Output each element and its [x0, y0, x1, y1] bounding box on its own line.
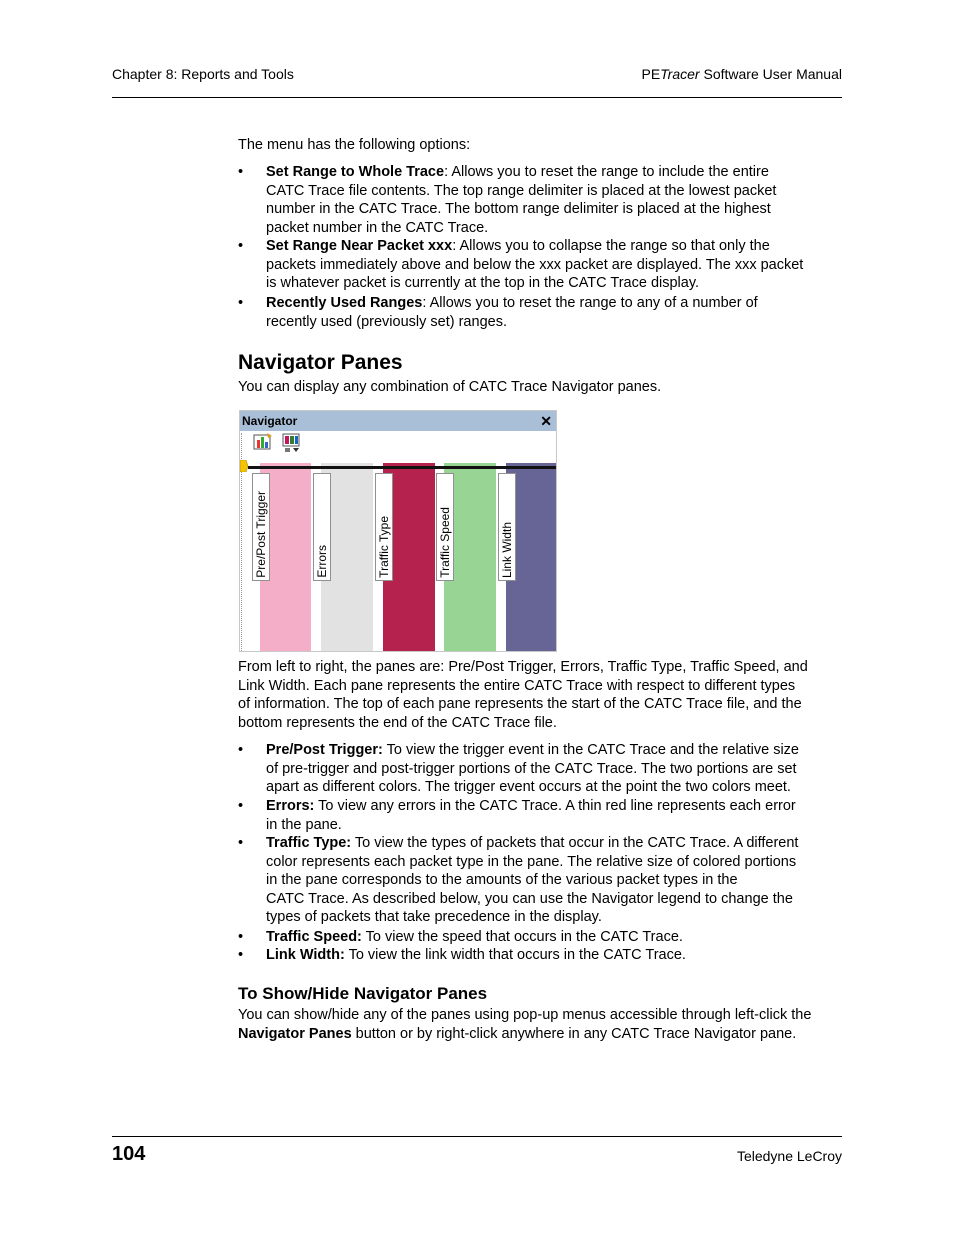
- bullet-line: Allows you to reset the range to include the entire: [451, 164, 769, 180]
- bullet-term: Set Range Near Packet xxx: [266, 238, 453, 254]
- bullet-pre-post-trigger: [238, 741, 842, 797]
- desc-line: Link Width. Each pane represents the entire CATC Trace with respect to different types: [238, 677, 796, 694]
- bullet-line: To view the trigger event in the CATC Trace and the relative size: [382, 742, 799, 758]
- bullet-line: To view any errors in the CATC Trace. A thin red line represents each error: [314, 798, 796, 814]
- header-rule: [112, 97, 842, 98]
- bullet-term: Link Width:: [266, 947, 345, 963]
- bullet-term: Errors:: [266, 798, 315, 814]
- desc-line: From left to right, the panes are: Pre/Post Trigger, Errors, Traffic Type, Traffic Speed, and: [238, 659, 808, 675]
- intro-text: The menu has the following options:: [238, 137, 471, 153]
- bullet-line: is whatever packet is currently at the top in the CATC Trace display.: [266, 275, 700, 292]
- bullet-link-width: [238, 946, 842, 965]
- bullet-line: of pre-trigger and post-trigger portions of the CATC Trace. The two portions are set: [266, 760, 797, 777]
- desc-line: of information. The top of each pane represents the start of the CATC Trace file, and the: [238, 696, 802, 713]
- bullet-line: packet number in the CATC Trace.: [266, 219, 489, 236]
- bullet-line: Allows you to reset the range to any of a number of: [429, 295, 758, 311]
- bullet-line: apart as different colors. The trigger event occurs at the point the two colors meet.: [266, 779, 791, 796]
- desc-line: bottom represents the end of the CATC Trace file.: [238, 714, 557, 731]
- bullet-term: Traffic Type:: [266, 835, 352, 851]
- pane-label-traffic-type: Traffic Type: [375, 473, 393, 581]
- bullet-term: Pre/Post Trigger:: [266, 742, 383, 758]
- bullet-term: Recently Used Ranges: [266, 295, 423, 311]
- navigator-title: Navigator: [242, 414, 298, 428]
- bullet-line: To view the link width that occurs in the CATC Trace.: [344, 947, 686, 963]
- bullet-line: in the pane.: [266, 816, 342, 833]
- footer-rule: [112, 1136, 842, 1137]
- manual-italic: Tracer: [660, 66, 700, 82]
- pane-label-link-width: Link Width: [498, 473, 516, 581]
- section-title: Navigator Panes: [238, 351, 403, 374]
- pane-label-pre-post-trigger: Pre/Post Trigger: [252, 473, 270, 581]
- bullet-line: in the pane corresponds to the amounts of the various packet types in the: [266, 872, 738, 889]
- bullet-sep: :: [422, 295, 430, 311]
- bullet-sep: :: [452, 238, 460, 254]
- bullet-line: CATC Trace. As described below, you can use the Navigator legend to change the: [266, 890, 793, 907]
- page-number: 104: [112, 1143, 146, 1165]
- navigator-panes-term: Navigator Panes: [238, 1025, 352, 1042]
- bullet-dot: •: [238, 238, 244, 254]
- manual-suffix: Software User Manual: [699, 66, 842, 82]
- bullet-dot: •: [238, 835, 244, 851]
- bullet-dot: •: [238, 295, 244, 311]
- bullet-line: types of packets that take precedence in the display.: [266, 909, 602, 926]
- range-top-line-overlay: [248, 466, 557, 469]
- section-lead: You can display any combination of CATC Trace Navigator panes.: [238, 379, 662, 395]
- panes-description: [238, 658, 842, 732]
- bullet-line: To view the types of packets that occur in the CATC Trace. A different: [351, 835, 799, 851]
- bullet-term: Traffic Speed:: [266, 929, 362, 945]
- footer-company: Teledyne LeCroy: [736, 1148, 842, 1164]
- subsection-title: To Show/Hide Navigator Panes: [238, 984, 488, 1003]
- bullet-traffic-type: [238, 834, 842, 927]
- bullet-traffic-speed: [238, 928, 842, 947]
- bullet-dot: •: [238, 798, 244, 814]
- bullet-set-range-near: [238, 237, 842, 293]
- bullet-line: number in the CATC Trace. The bottom range delimiter is placed at the highest: [266, 201, 771, 218]
- navigator-legend-icon[interactable]: [253, 433, 273, 453]
- bullet-dot: •: [238, 742, 244, 758]
- subsection-line: You can show/hide any of the panes using pop-up menus accessible through left-click the: [238, 1007, 812, 1023]
- running-header-manual: [641, 66, 842, 82]
- pane-label-errors: Errors: [313, 473, 331, 581]
- subsection-body: [238, 1006, 842, 1043]
- running-header-chapter: Chapter 8: Reports and Tools: [112, 66, 294, 82]
- bullet-sep: :: [444, 164, 452, 180]
- bullet-line: Allows you to collapse the range so that only the: [459, 238, 770, 254]
- bullet-dot: •: [238, 164, 244, 180]
- bullet-line: color represents each packet type in the pane. The relative size of colored portions: [266, 853, 797, 870]
- bullet-line: To view the speed that occurs in the CATC Trace.: [361, 929, 683, 945]
- bullet-line: packets immediately above and below the xxx packet are displayed. The xxx packet: [266, 256, 804, 273]
- bullet-set-range-whole: [238, 163, 842, 237]
- bullet-line: recently used (previously set) ranges.: [266, 313, 507, 330]
- bullet-term: Set Range to Whole Trace: [266, 164, 445, 180]
- navigator-titlebar: [240, 411, 556, 431]
- pane-label-traffic-speed: Traffic Speed: [436, 473, 454, 581]
- navigator-figure: [239, 410, 557, 652]
- subsection-line: button or by right-click anywhere in any CATC Trace Navigator pane.: [351, 1025, 797, 1042]
- bullet-errors: [238, 797, 842, 834]
- navigator-panes-icon[interactable]: [282, 433, 302, 453]
- bullet-line: CATC Trace file contents. The top range delimiter is placed at the lowest packet: [266, 182, 777, 199]
- bullet-recently-used: [238, 294, 842, 331]
- close-icon[interactable]: ✕: [540, 413, 552, 429]
- trigger-marker-icon: [240, 459, 248, 471]
- manual-prefix: PE: [641, 66, 661, 82]
- bullet-dot: •: [238, 929, 244, 945]
- bullet-dot: •: [238, 947, 244, 963]
